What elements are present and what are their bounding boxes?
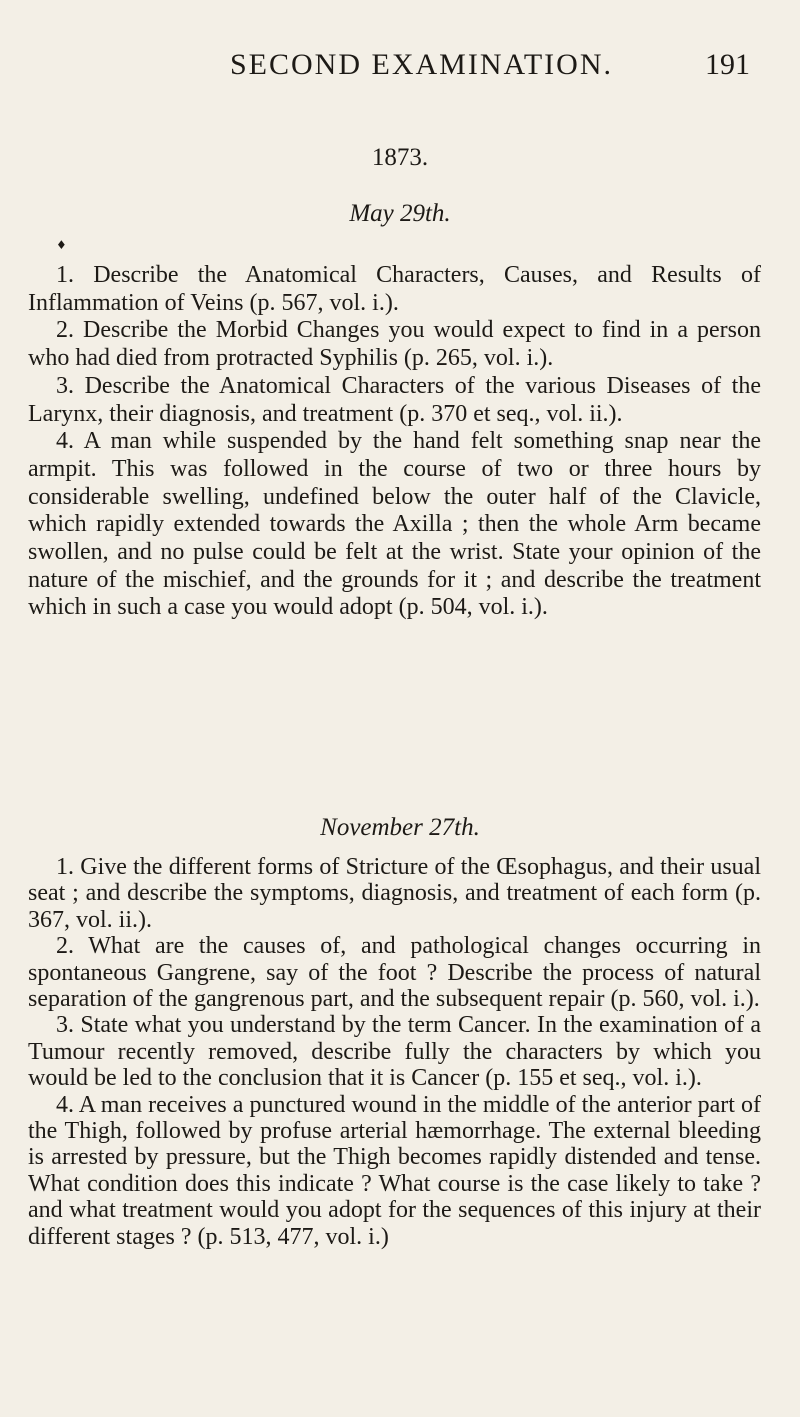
question-item: 2. What are the causes of, and pathological changes occurring in spontaneous Gangrene, say of the foot ? Describe the process of natural separation of the gangrenous part, and the subsequent repair (p. 560, vol. i.). bbox=[28, 933, 761, 1013]
question-item: 4. A man receives a punctured wound in the middle of the anterior part of the Thigh, followed by profuse arterial hæmorrhage. The external bleeding is arrested by pressure, but the Thigh becomes rapidly distended and tense. What condition does this indicate ? What course is the case likely to take ? and what treatment would you adopt for the sequences of this injury at their different stages ? (p. 513, 477, vol. i.) bbox=[28, 1091, 761, 1250]
question-list-november bbox=[28, 854, 761, 1250]
page-number: 191 bbox=[705, 48, 750, 81]
page-header bbox=[230, 48, 750, 88]
section-date-may: May 29th. bbox=[349, 200, 451, 227]
question-item: 3. State what you understand by the term Cancer. In the examination of a Tumour recently removed, describe fully the characters by which you would be led to the conclusion that it is Cancer (p. 155 et seq., vol. i.). bbox=[28, 1012, 761, 1092]
question-item: 4. A man while suspended by the hand felt something snap near the armpit. This was followed in the course of two or three hours by considerable swelling, undefined below the outer half of the Clavicle, which rapidly extended towards the Axilla ; then the whole Arm became swollen, and no pulse could be felt at the wrist. State your opinion of the nature of the mischief, and the grounds for it ; and describe the treatment which in such a case you would adopt (p. 504, vol. i.). bbox=[28, 428, 761, 621]
question-item: 3. Describe the Anatomical Characters of the various Diseases of the Larynx, their diagnosis, and treatment (p. 370 et seq., vol. ii.). bbox=[28, 372, 761, 427]
question-item: 1. Give the different forms of Stricture of the Œsophagus, and their usual seat ; and describe the symptoms, diagnosis, and treatment of each form (p. 367, vol. ii.). bbox=[28, 854, 761, 933]
running-title: SECOND EXAMINATION. bbox=[230, 48, 613, 81]
question-item: 2. Describe the Morbid Changes you would expect to find in a person who had died from protracted Syphilis (p. 265, vol. i.). bbox=[28, 317, 761, 372]
exam-year: 1873. bbox=[371, 144, 429, 171]
question-list-may bbox=[28, 262, 761, 622]
question-item: 1. Describe the Anatomical Characters, Causes, and Results of Inflammation of Veins (p. 567, vol. i.). bbox=[28, 262, 761, 316]
print-speck: ♦ bbox=[56, 238, 67, 252]
section-date-november: November 27th. bbox=[320, 814, 480, 841]
